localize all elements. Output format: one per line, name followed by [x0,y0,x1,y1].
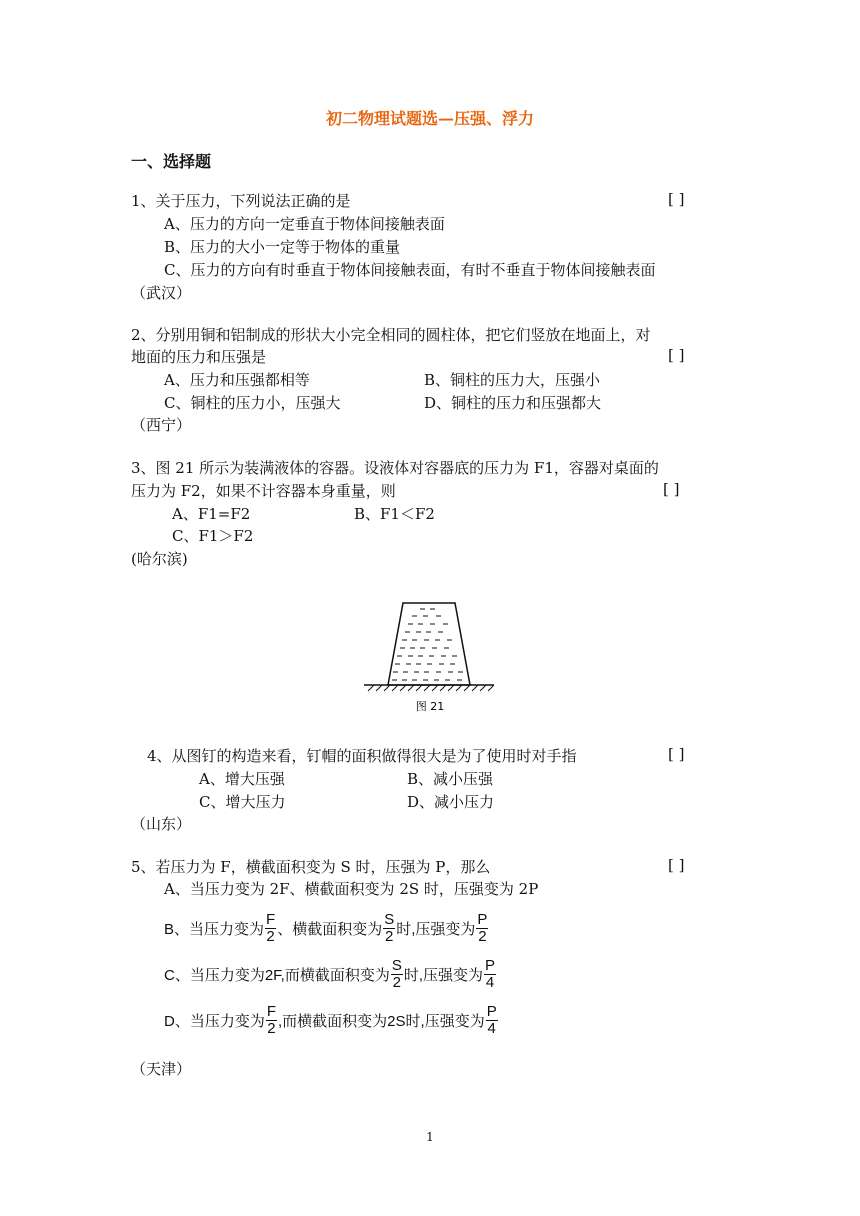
q2-option-a: A、压力和压强都相等 [164,371,310,389]
q5-option-c-text2: 时,压强变为 [403,967,484,984]
q5-option-c-text1: C、当压力变为2F,而横截面积变为 [164,967,390,984]
q4-source: （山东） [131,815,192,833]
q1-option-b: B、压力的大小一定等于物体的重量 [164,238,401,256]
q1-answer-bracket: [ ] [668,190,685,208]
page-title: 初二物理试题选—压强、浮力 [325,109,534,128]
q5-option-a: A、当压力变为 2F、横截面积变为 2S 时，压强变为 2P [164,880,539,898]
q1-option-c: C、压力的方向有时垂直于物体间接触表面，有时不垂直于物体间接触表面 [164,261,656,279]
q5-option-b-text2: 、横截面积变为 [277,921,383,938]
q3-stem-line2: 压力为 F2，如果不计容器本身重量，则 [131,482,396,500]
q2-source: （西宁） [131,416,192,434]
q2-stem-line2: 地面的压力和压强是 [131,348,267,366]
fraction: $\frac{S}{2}$ [391,957,402,991]
q5-option-d-text1: D、当压力变为 [164,1013,265,1030]
q2-stem-line1: 2、分别用铜和铝制成的形状大小完全相同的圆柱体，把它们竖放在地面上，对 [131,326,651,344]
q2-answer-bracket: [ ] [668,346,685,364]
q3-option-b: B、F1＜F2 [354,505,435,523]
q5-source: （天津） [131,1060,192,1078]
q4-stem: 4、从图钉的构造来看，钉帽的面积做得很大是为了使用时对手指 [147,747,577,765]
q5-option-b-text3: 时,压强变为 [396,921,476,938]
q3-stem-line1: 3、图 21 所示为装满液体的容器。设液体对容器底的压力为 F1，容器对桌面的 [131,459,659,477]
fraction: $\frac{P}{4}$ [486,1003,497,1037]
q3-option-c: C、F1＞F2 [172,527,254,545]
q5-option-b [164,912,489,945]
q2-option-d: D、铜柱的压力和压强都大 [424,394,602,412]
q5-option-d-text2: ,而横截面积变为2S时,压强变为 [278,1013,485,1030]
q4-answer-bracket: [ ] [668,745,685,763]
q3-answer-bracket: [ ] [663,480,680,498]
fraction: $\frac{F}{2}$ [266,1003,277,1037]
q4-option-a: A、增大压强 [199,770,285,788]
q5-option-b-text1: B、当压力变为 [164,921,265,938]
q4-option-c: C、增大压力 [199,793,286,811]
q2-option-b: B、铜柱的压力大，压强小 [424,371,601,389]
q1-option-a: A、压力的方向一定垂直于物体间接触表面 [164,215,445,233]
q1-stem: 1、关于压力，下列说法正确的是 [131,192,351,210]
q5-option-d [164,1004,499,1037]
fraction: $\frac{F}{2}$ [266,911,276,945]
q5-option-c [164,958,497,991]
q2-option-c: C、铜柱的压力小，压强大 [164,394,341,412]
q5-answer-bracket: [ ] [668,856,685,874]
figure-caption: 图 21 [415,700,445,713]
q3-source: (哈尔滨) [131,550,188,568]
q5-stem: 5、若压力为 F，横截面积变为 S 时，压强为 P，那么 [131,858,491,876]
fraction: $\frac{P}{2}$ [477,911,488,945]
container-figure [360,596,500,714]
q4-option-b: B、减小压强 [407,770,494,788]
fraction: $\frac{S}{2}$ [384,911,395,945]
section-heading: 一、选择题 [131,152,212,171]
fraction: $\frac{P}{4}$ [485,957,496,991]
page-number: 1 [426,1130,434,1144]
q3-option-a: A、F1=F2 [172,505,251,523]
q4-option-d: D、减小压力 [407,793,495,811]
q1-source: （武汉） [131,284,192,302]
